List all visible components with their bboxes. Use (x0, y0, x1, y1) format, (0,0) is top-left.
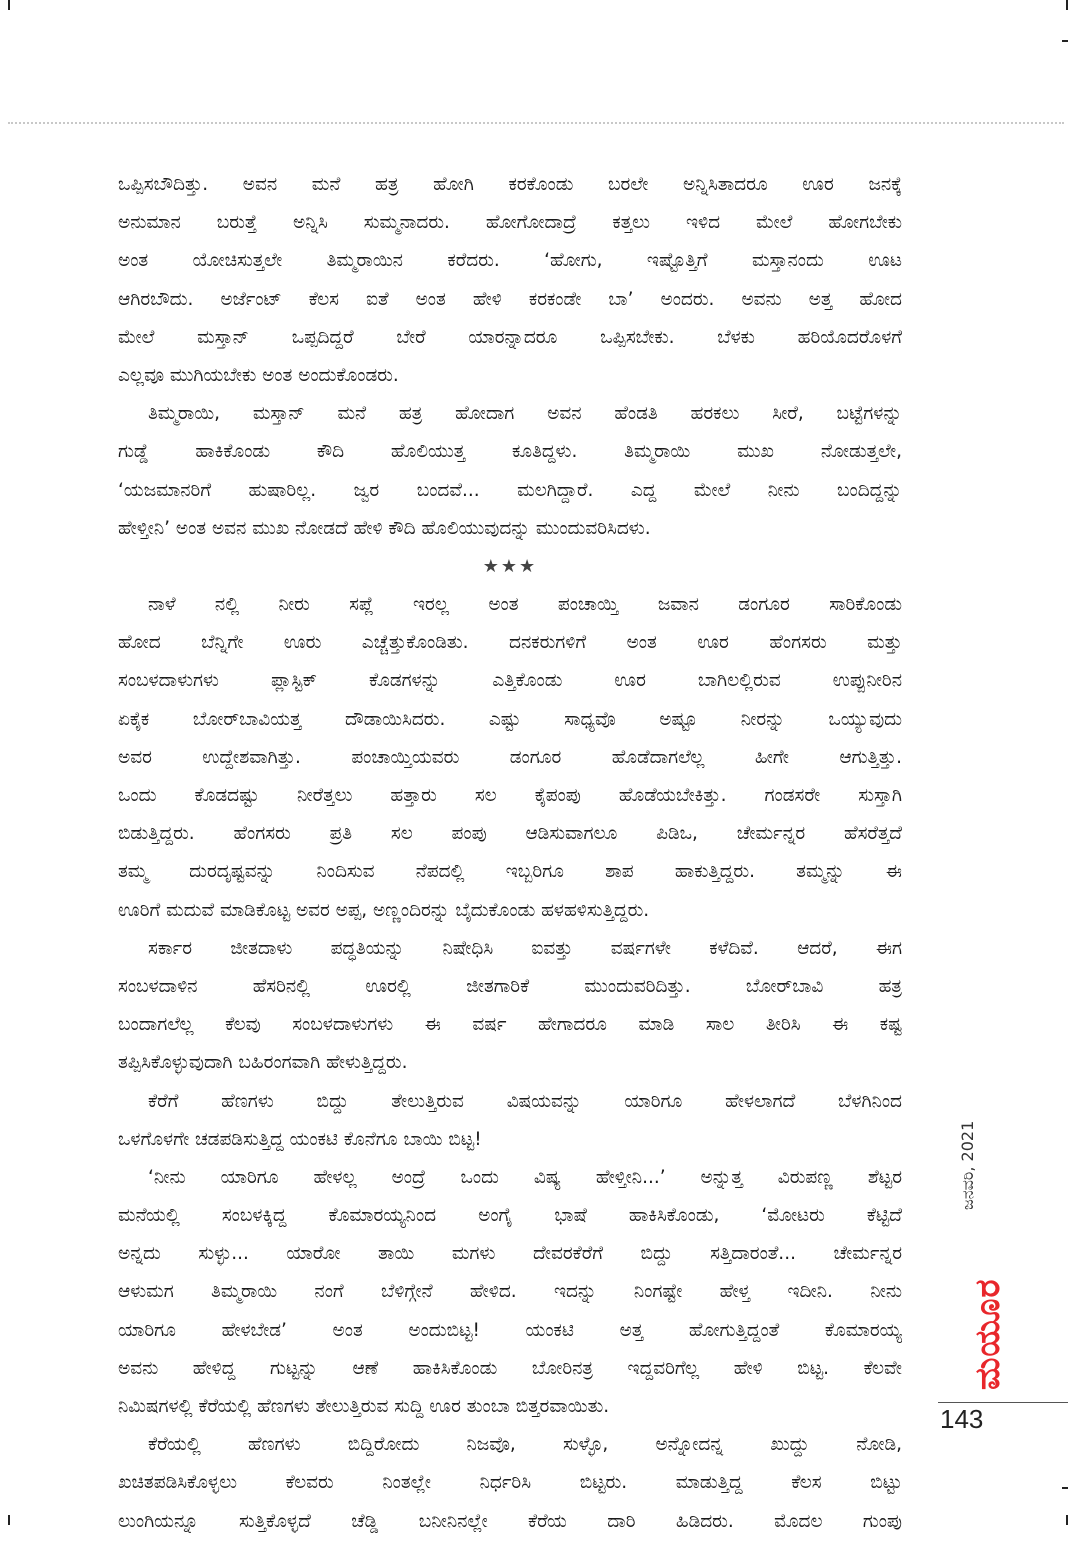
crop-mark-top-right (1066, 0, 1068, 10)
text-line: ಒಂದು ಕೊಡದಷ್ಟು ನೀರೆತ್ತಲು ಹತ್ತಾರು ಸಲ ಕೈಪಂಪು ಹೊಡೆಯಬೇಕಿತ್ತು. ಗಂಡಸರೇ ಸುಸ್ತಾಗಿ (118, 785, 902, 806)
text-line: ಒಪ್ಪಿಸಬೌದಿತ್ತು. ಅವನ ಮನೆ ಹತ್ರ ಹೋಗಿ ಕರಕೊಂಡು ಬರಲೇ ಅನ್ನಿಸಿತಾದರೂ ಊರ ಜನಕ್ಕೆ (118, 174, 902, 195)
text-line: ಗುಡ್ಡೆ ಹಾಕಿಕೊಂಡು ಕೌದಿ ಹೊಲಿಯುತ್ತ ಕೂತಿದ್ದಳು. ತಿಮ್ಮರಾಯಿ ಮುಖ ನೋಡುತ್ತಲೇ, (118, 441, 902, 463)
crop-mark-right-upper (1062, 40, 1068, 42)
text-line: ಅವರ ಉದ್ದೇಶವಾಗಿತ್ತು. ಪಂಚಾಯ್ತಿಯವರು ಡಂಗೂರ ಹೊಡೆದಾಗಲೆಲ್ಲ ಹೀಗೇ ಆಗುತ್ತಿತ್ತು. (118, 746, 902, 768)
text-line: ಸಂಬಳದಾಳುಗಳು ಪ್ಲಾಸ್ಟಿಕ್ ಕೊಡಗಳನ್ನು ಎತ್ತಿಕೊಂಡು ಊರ ಬಾಗಿಲಲ್ಲಿರುವ ಉಪ್ಪುನೀರಿನ (118, 670, 902, 692)
text-line: ಕೆರೆಯಲ್ಲಿ ಹೆಣಗಳು ಬಿದ್ದಿರೋದು ನಿಜವೊ, ಸುಳ್ಳೊ, ಅನ್ನೋದನ್ನ ಖುದ್ದು ನೋಡಿ, (148, 1434, 902, 1456)
text-line: ಮೇಲೆ ಮಸ್ತಾನ್ ಒಪ್ಪದಿದ್ದರೆ ಬೇರೆ ಯಾರನ್ನಾದರೂ ಒಪ್ಪಿಸಬೇಕು. ಬೆಳಕು ಹರಿಯೊದರೊಳಗೆ (118, 326, 902, 348)
text-line: ಹೋದ ಬೆನ್ನಿಗೇ ಊರು ಎಚ್ಚೆತ್ತುಕೊಂಡಿತು. ದನಕರುಗಳಿಗೆ ಅಂತ ಊರ ಹೆಂಗಸರು ಮತ್ತು (118, 632, 902, 654)
text-line: ಬಂದಾಗಲೆಲ್ಲ ಕೆಲವು ಸಂಬಳದಾಳುಗಳು ಈ ವರ್ಷ ಹೇಗಾದರೂ ಮಾಡಿ ಸಾಲ ತೀರಿಸಿ ಈ ಕಷ್ಟ (118, 1014, 902, 1036)
text-line: ಊರಿಗೆ ಮದುವೆ ಮಾಡಿಕೊಟ್ಟ ಅವರ ಅಪ್ಪ, ಅಣ್ಣಂದಿರನ್ನು ಬೈದುಕೊಂಡು ಹಳಹಳಿಸುತ್ತಿದ್ದರು. (118, 899, 650, 921)
text-line: ‘ಯಜಮಾನರಿಗೆ ಹುಷಾರಿಲ್ಲ. ಜ್ವರ ಬಂದವೆ... ಮಲಗಿದ್ದಾರೆ. ಎದ್ದ ಮೇಲೆ ನೀನು ಬಂದಿದ್ದನ್ನು (118, 479, 902, 501)
text-line: ಅಂತ ಯೋಚಿಸುತ್ತಲೇ ತಿಮ್ಮರಾಯಿನ ಕರೆದರು. ‘ಹೋಗು, ಇಷ್ಟೊತ್ತಿಗೆ ಮಸ್ತಾನಂದು ಊಟ (118, 250, 902, 272)
text-line: ‘ನೀನು ಯಾರಿಗೂ ಹೇಳಲ್ಲ ಅಂದ್ರೆ ಒಂದು ವಿಷ್ಯ ಹೇಳ್ತೀನಿ...’ ಅನ್ನುತ್ತ ವಿರುಪಣ್ಣ ಶೆಟ್ಟರ (148, 1166, 902, 1188)
issue-date: ಜನವರಿ, 2021 (958, 1120, 977, 1210)
text-line: ಹೇಳ್ತೀನಿ’ ಅಂತ ಅವನ ಮುಖ ನೋಡದೆ ಹೇಳಿ ಕೌದಿ ಹೊಲಿಯುವುದನ್ನು ಮುಂದುವರಿಸಿದಳು. (118, 517, 651, 539)
article-body (118, 166, 902, 1541)
page-number: 143 (940, 1404, 984, 1434)
crop-mark-bottom-left (8, 1515, 10, 1525)
text-line: ಕೆರೆಗೆ ಹೆಣಗಳು ಬಿದ್ದು ತೇಲುತ್ತಿರುವ ವಿಷಯವನ್ನು ಯಾರಿಗೂ ಹೇಳಲಾಗದೆ ಬೆಳಗಿನಿಂದ (148, 1090, 902, 1112)
crop-mark-bottom-right (1066, 1515, 1068, 1525)
magazine-logo: ಮಯೂರ (968, 1278, 1008, 1390)
section-separator: ★★★ (482, 555, 538, 577)
text-line: ಎಲ್ಲವೂ ಮುಗಿಯಬೇಕು ಅಂತ ಅಂದುಕೊಂಡರು. (118, 364, 399, 386)
text-line: ಸರ್ಕಾರ ಜೀತದಾಳು ಪದ್ಧತಿಯನ್ನು ನಿಷೇಧಿಸಿ ಐವತ್ತು ವರ್ಷಗಳೇ ಕಳೆದಿವೆ. ಆದರೆ, ಈಗ (148, 937, 902, 959)
text-line: ಯಾರಿಗೂ ಹೇಳಬೇಡ’ ಅಂತ ಅಂದುಬಿಟ್ಟ! ಯಂಕಟಿ ಅತ್ತ ಹೋಗುತ್ತಿದ್ದಂತೆ ಕೊಮಾರಯ್ಯ (118, 1319, 902, 1341)
page-number-rule (938, 1402, 1068, 1403)
text-line: ಏಕೈಕ ಬೋರ್‌ಬಾವಿಯತ್ತ ದೌಡಾಯಿಸಿದರು. ಎಷ್ಟು ಸಾಧ್ಯವೊ ಅಷ್ಟೂ ನೀರನ್ನು ಒಯ್ಯುವುದು (118, 708, 902, 730)
text-line: ಮನೆಯಲ್ಲಿ ಸಂಬಳಕ್ಕಿದ್ದ ಕೊಮಾರಯ್ಯನಿಂದ ಅಂಗೈ ಭಾಷೆ ಹಾಕಿಸಿಕೊಂಡು, ‘ಮೋಟರು ಕೆಟ್ಟಿದೆ (118, 1205, 902, 1227)
text-line: ಆಗಿರಬೌದು. ಅರ್ಜೆಂಟ್ ಕೆಲಸ ಐತೆ ಅಂತ ಹೇಳಿ ಕರಕಂಡೇ ಬಾ’ ಅಂದರು. ಅವನು ಅತ್ತ ಹೋದ (118, 288, 902, 310)
text-line: ತಿಮ್ಮರಾಯಿ, ಮಸ್ತಾನ್ ಮನೆ ಹತ್ರ ಹೋದಾಗ ಅವನ ಹೆಂಡತಿ ಹರಕಲು ಸೀರೆ, ಬಟ್ಟೆಗಳನ್ನು (148, 403, 902, 425)
text-line: ಆಳುಮಗ ತಿಮ್ಮರಾಯಿ ನಂಗೆ ಬೆಳಿಗ್ಗೇನೆ ಹೇಳಿದ. ಇದನ್ನು ನಿಂಗಷ್ಟೇ ಹೇಳ್ತ ಇದೀನಿ. ನೀನು (118, 1281, 902, 1303)
text-line: ಅವನು ಹೇಳಿದ್ದ ಗುಟ್ಟನ್ನು ಆಣೆ ಹಾಕಿಸಿಕೊಂಡು ಬೋರಿನತ್ರ ಇದ್ದವರಿಗೆಲ್ಲ ಹೇಳಿ ಬಿಟ್ಟ. ಕೆಲವೇ (118, 1357, 902, 1379)
crop-mark-top-left (8, 0, 10, 10)
text-line: ಖಚಿತಪಡಿಸಿಕೊಳ್ಳಲು ಕೆಲವರು ನಿಂತಲ್ಲೇ ನಿರ್ಧರಿಸಿ ಬಿಟ್ಟರು. ಮಾಡುತ್ತಿದ್ದ ಕೆಲಸ ಬಿಟ್ಟು (118, 1472, 902, 1494)
text-line: ಅನ್ನದು ಸುಳ್ಳು... ಯಾರೋ ತಾಯಿ ಮಗಳು ದೇವರಕೆರೆಗೆ ಬಿದ್ದು ಸತ್ತಿದಾರಂತೆ... ಚೇರ್ಮನ್ನರ (118, 1243, 902, 1265)
text-line: ಅನುಮಾನ ಬರುತ್ತೆ ಅನ್ನಿಸಿ ಸುಮ್ಮನಾದರು. ಹೋಗೋದಾದ್ರೆ ಕತ್ತಲು ಇಳಿದ ಮೇಲೆ ಹೋಗಬೇಕು (118, 212, 902, 234)
text-line: ಸಂಬಳದಾಳಿನ ಹೆಸರಿನಲ್ಲಿ ಊರಲ್ಲಿ ಜೀತಗಾರಿಕೆ ಮುಂದುವರಿದಿತ್ತು. ಬೋರ್‌ಬಾವಿ ಹತ್ರ (118, 975, 902, 997)
text-line: ತಮ್ಮ ದುರದೃಷ್ಟವನ್ನು ನಿಂದಿಸುವ ನೆಪದಲ್ಲಿ ಇಬ್ಬರಿಗೂ ಶಾಪ ಹಾಕುತ್ತಿದ್ದರು. ತಮ್ಮನ್ನು ಈ (118, 861, 902, 883)
text-line: ನಿಮಿಷಗಳಲ್ಲಿ ಕೆರೆಯಲ್ಲಿ ಹೆಣಗಳು ತೇಲುತ್ತಿರುವ ಸುದ್ದಿ ಊರ ತುಂಬಾ ಬಿತ್ತರವಾಯಿತು. (118, 1396, 610, 1417)
text-line: ಬಿಡುತ್ತಿದ್ದರು. ಹೆಂಗಸರು ಪ್ರತಿ ಸಲ ಪಂಪು ಆಡಿಸುವಾಗಲೂ ಪಿಡಿಒ, ಚೇರ್ಮನ್ನರ ಹೆಸರೆತ್ತದೆ (118, 823, 902, 845)
crop-mark-right-lower (1062, 1487, 1068, 1489)
header-dotted-rule (8, 122, 1064, 124)
text-line: ತಪ್ಪಿಸಿಕೊಳ್ಳುವುದಾಗಿ ಬಹಿರಂಗವಾಗಿ ಹೇಳುತ್ತಿದ್ದರು. (118, 1052, 408, 1074)
text-line: ನಾಳೆ ನಲ್ಲಿ ನೀರು ಸಪ್ಲೆ ಇರಲ್ಲ ಅಂತ ಪಂಚಾಯ್ತಿ ಜವಾನ ಡಂಗೂರ ಸಾರಿಕೊಂಡು (148, 594, 902, 616)
text-line: ಲುಂಗಿಯನ್ನೂ ಸುತ್ತಿಕೊಳ್ಳದೆ ಚೆಡ್ಡಿ ಬನೀನಿನಲ್ಲೇ ಕೆರೆಯ ದಾರಿ ಹಿಡಿದರು. ಮೊದಲ ಗುಂಪು (118, 1510, 902, 1532)
text-line: ಒಳಗೊಳಗೇ ಚಡಪಡಿಸುತ್ತಿದ್ದ ಯಂಕಟಿ ಕೊನೆಗೂ ಬಾಯಿ ಬಿಟ್ಟ! (118, 1128, 482, 1150)
